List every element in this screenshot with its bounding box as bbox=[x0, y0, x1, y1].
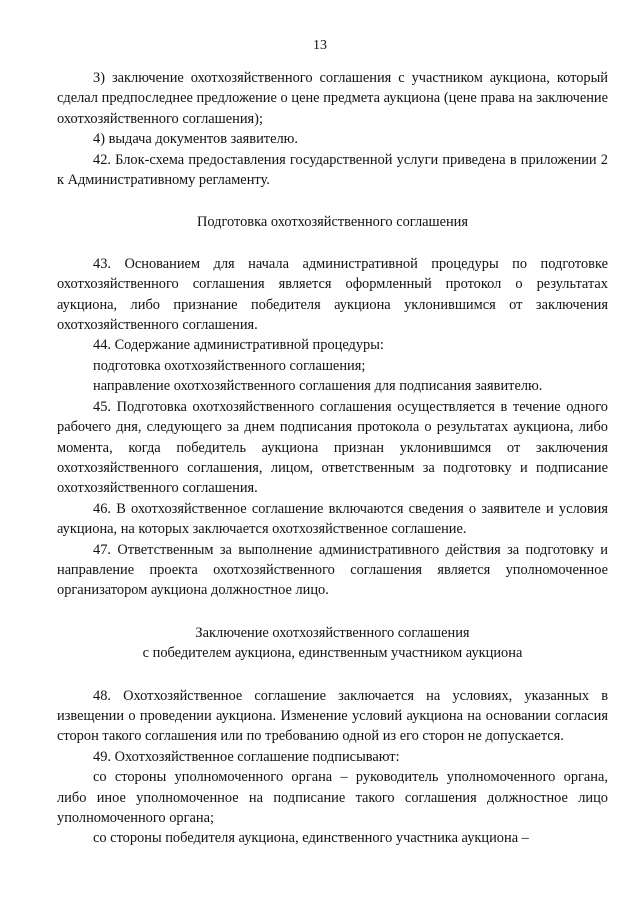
paragraph-49-item-2: со стороны победителя аукциона, единственного участника аукциона – bbox=[93, 830, 529, 847]
section-heading-conclusion bbox=[57, 623, 608, 664]
paragraph-46: 46. В охотхозяйственное соглашение включаются сведения о заявителе и условия аукциона, на которых заключается охотхозяйственное соглашение. bbox=[57, 500, 608, 538]
paragraph-item-4: 4) выдача документов заявителю. bbox=[93, 131, 298, 148]
paragraph-48: 48. Охотхозяйственное соглашение заключается на условиях, указанных в извещении о проведении аукциона. Изменение условий аукциона на основании согласия сторон такого соглашения или по требованию одной из его сторон не допускается. bbox=[57, 687, 608, 745]
page-number: 13 bbox=[313, 38, 327, 53]
paragraph-44-item-1: подготовка охотхозяйственного соглашения; bbox=[93, 357, 366, 374]
section-heading-conclusion-line-2: с победителем аукциона, единственным участником аукциона bbox=[142, 645, 523, 662]
section-heading-conclusion-line-1: Заключение охотхозяйственного соглашения bbox=[195, 624, 470, 641]
section-heading-preparation: Подготовка охотхозяйственного соглашения bbox=[196, 214, 469, 231]
paragraph-item-3: 3) заключение охотхозяйственного соглашения с участником аукциона, который сделал предпоследнее предложение о цене предмета аукциона (цене права на заключение охотхозяйственного соглашения); bbox=[57, 70, 608, 127]
paragraph-47: 47. Ответственным за выполнение административного действия за подготовку и направление проекта охотхозяйственного соглашения является уполномоченное организатором аукциона должностное лицо. bbox=[57, 541, 608, 599]
paragraph-42: 42. Блок-схема предоставления государственной услуги приведена в приложении 2 к Административному регламенту. bbox=[57, 151, 608, 189]
paragraph-49-item-1: со стороны уполномоченного органа – руководитель уполномоченного органа, либо иное уполномоченное на подписание такого соглашения должностное лицо уполномоченного органа; bbox=[57, 769, 608, 826]
document-body bbox=[57, 68, 608, 849]
paragraph-44-item-2: направление охотхозяйственного соглашения для подписания заявителю. bbox=[93, 378, 543, 395]
paragraph-44: 44. Содержание административной процедуры: bbox=[93, 337, 384, 354]
paragraph-49: 49. Охотхозяйственное соглашение подписывают: bbox=[93, 748, 400, 765]
paragraph-45: 45. Подготовка охотхозяйственного соглашения осуществляется в течение одного рабочего дня, следующего за днем подписания протокола о результатах аукциона, либо момента, когда победитель аукциона признан уклонившимся от заключения охотхозяйственного соглашения, лицом, ответственным за подготовку и подписание охотхозяйственного соглашения. bbox=[57, 398, 608, 497]
paragraph-43: 43. Основанием для начала административной процедуры по подготовке охотхозяйственного соглашения является оформленный протокол о результатах аукциона, либо признание победителя аукциона уклонившимся от заключения охотхозяйственного соглашения. bbox=[57, 255, 608, 334]
